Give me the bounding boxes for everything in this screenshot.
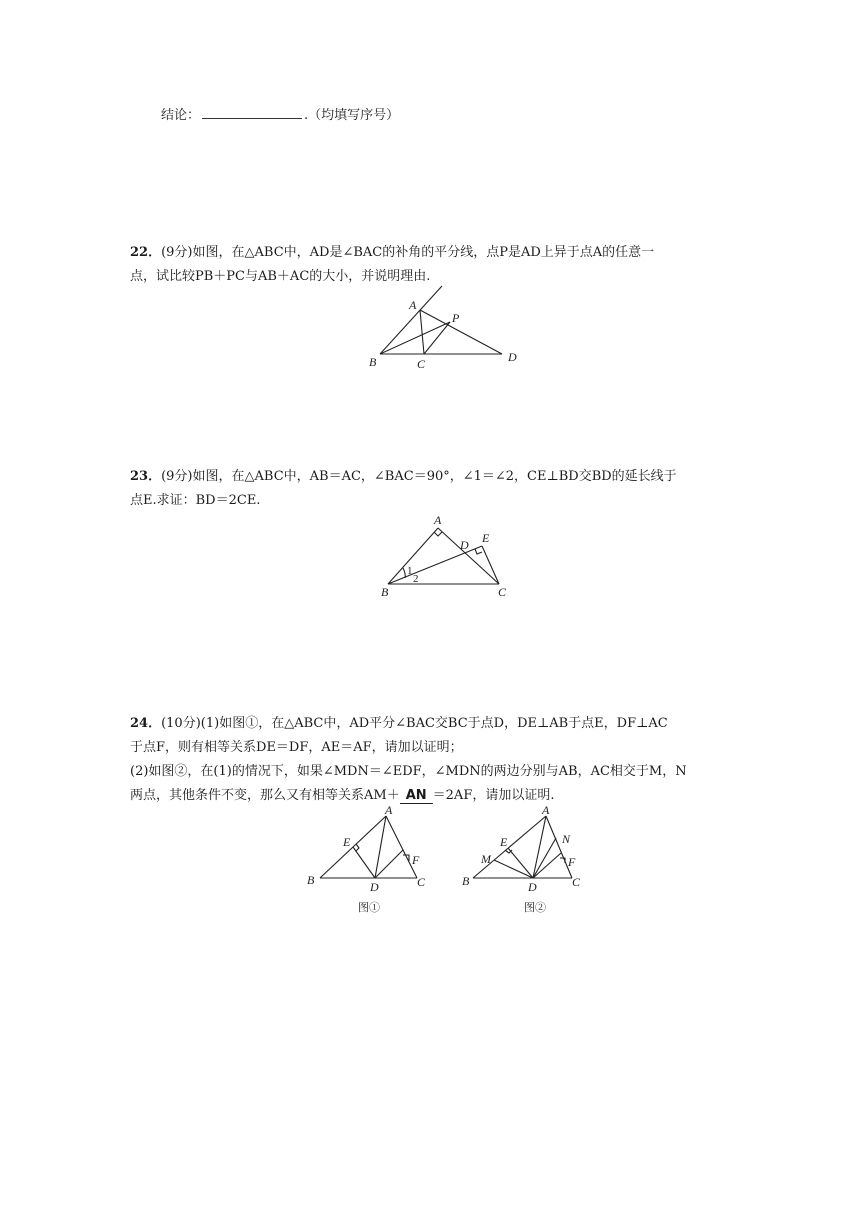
- q23-text-2: 点E.求证：BD＝2CE.: [130, 493, 261, 508]
- fig1-label-e: E: [343, 835, 351, 849]
- fig2-label-a: A: [542, 803, 550, 817]
- q23-label-e: E: [482, 531, 490, 545]
- q23-figure: [378, 512, 518, 600]
- q24-text-4-post: ＝2AF，请加以证明.: [432, 788, 555, 803]
- q24-line2: [130, 737, 463, 759]
- fig1-label-b: B: [307, 873, 315, 887]
- q23-line2: [130, 490, 260, 512]
- fig2-label-f: F: [568, 855, 576, 869]
- fig2-label-c: C: [572, 875, 581, 889]
- fig1-label-f: F: [412, 853, 420, 867]
- q23-angle-1: 1: [407, 565, 413, 577]
- fig2-label-e: E: [500, 835, 508, 849]
- q23-label-d: D: [460, 538, 469, 552]
- q23-label-b: B: [381, 585, 389, 599]
- fig1-label-a: A: [385, 803, 393, 817]
- q24-answer: AN: [400, 789, 433, 804]
- q23-number: 23．: [130, 469, 162, 484]
- q24-figure-1: [300, 803, 436, 920]
- q23-text-1: (9分)如图，在△ABC中，AB＝AC，∠BAC＝90°，∠1＝∠2，CE⊥BD交BD的延长线于: [161, 469, 677, 484]
- answer-blank[interactable]: [202, 104, 302, 119]
- conclusion-label: 结论：: [161, 108, 201, 123]
- q22-label-b: B: [369, 355, 377, 369]
- q22-line1: [130, 242, 654, 264]
- q23-label-a: A: [434, 513, 442, 527]
- q24-line4: [130, 785, 554, 807]
- q24-text-2: 于点F，则有相等关系DE＝DF，AE＝AF，请加以证明；: [130, 740, 463, 755]
- q22-label-a: A: [409, 298, 417, 312]
- q22-label-c: C: [417, 357, 426, 371]
- fig2-label-d: D: [528, 880, 537, 894]
- q22-text-1: (9分)如图，在△ABC中，AD是∠BAC的补角的平分线，点P是AD上异于点A的任意一: [161, 245, 655, 260]
- fig2-caption: 图②: [524, 902, 546, 914]
- q22-label-d: D: [508, 350, 517, 364]
- q23-angle-2: 2: [413, 573, 419, 585]
- fig2-label-b: B: [462, 874, 470, 888]
- q24-text-4-pre: 两点，其他条件不变，那么又有相等关系AM＋: [130, 788, 400, 803]
- fig1-label-d: D: [370, 880, 379, 894]
- q24-line1: [130, 713, 668, 735]
- q23-line1: [130, 466, 677, 488]
- fig1-label-c: C: [417, 875, 426, 889]
- q22-label-p: P: [452, 311, 460, 325]
- fig1-caption: 图①: [358, 902, 380, 914]
- q24-line3: [130, 761, 687, 783]
- q24-figure-2: [458, 803, 594, 920]
- q23-label-c: C: [498, 585, 507, 599]
- fig2-label-n: N: [562, 832, 571, 846]
- conclusion-line: [161, 104, 399, 127]
- q22-text-2: 点，试比较PB＋PC与AB＋AC的大小，并说明理由.: [130, 269, 431, 284]
- q24-text-3: (2)如图②，在(1)的情况下，如果∠MDN＝∠EDF，∠MDN的两边分别与AB，AC相交于M，N: [130, 764, 687, 779]
- conclusion-note: .（均填写序号）: [304, 108, 400, 123]
- q24-text-1: (10分)(1)如图①，在△ABC中，AD平分∠BAC交BC于点D，DE⊥AB于点E，DF⊥AC: [161, 716, 668, 731]
- fig2-label-m: M: [481, 852, 491, 866]
- q22-number: 22．: [130, 245, 162, 260]
- q22-figure: [360, 282, 530, 374]
- q24-number: 24．: [130, 716, 162, 731]
